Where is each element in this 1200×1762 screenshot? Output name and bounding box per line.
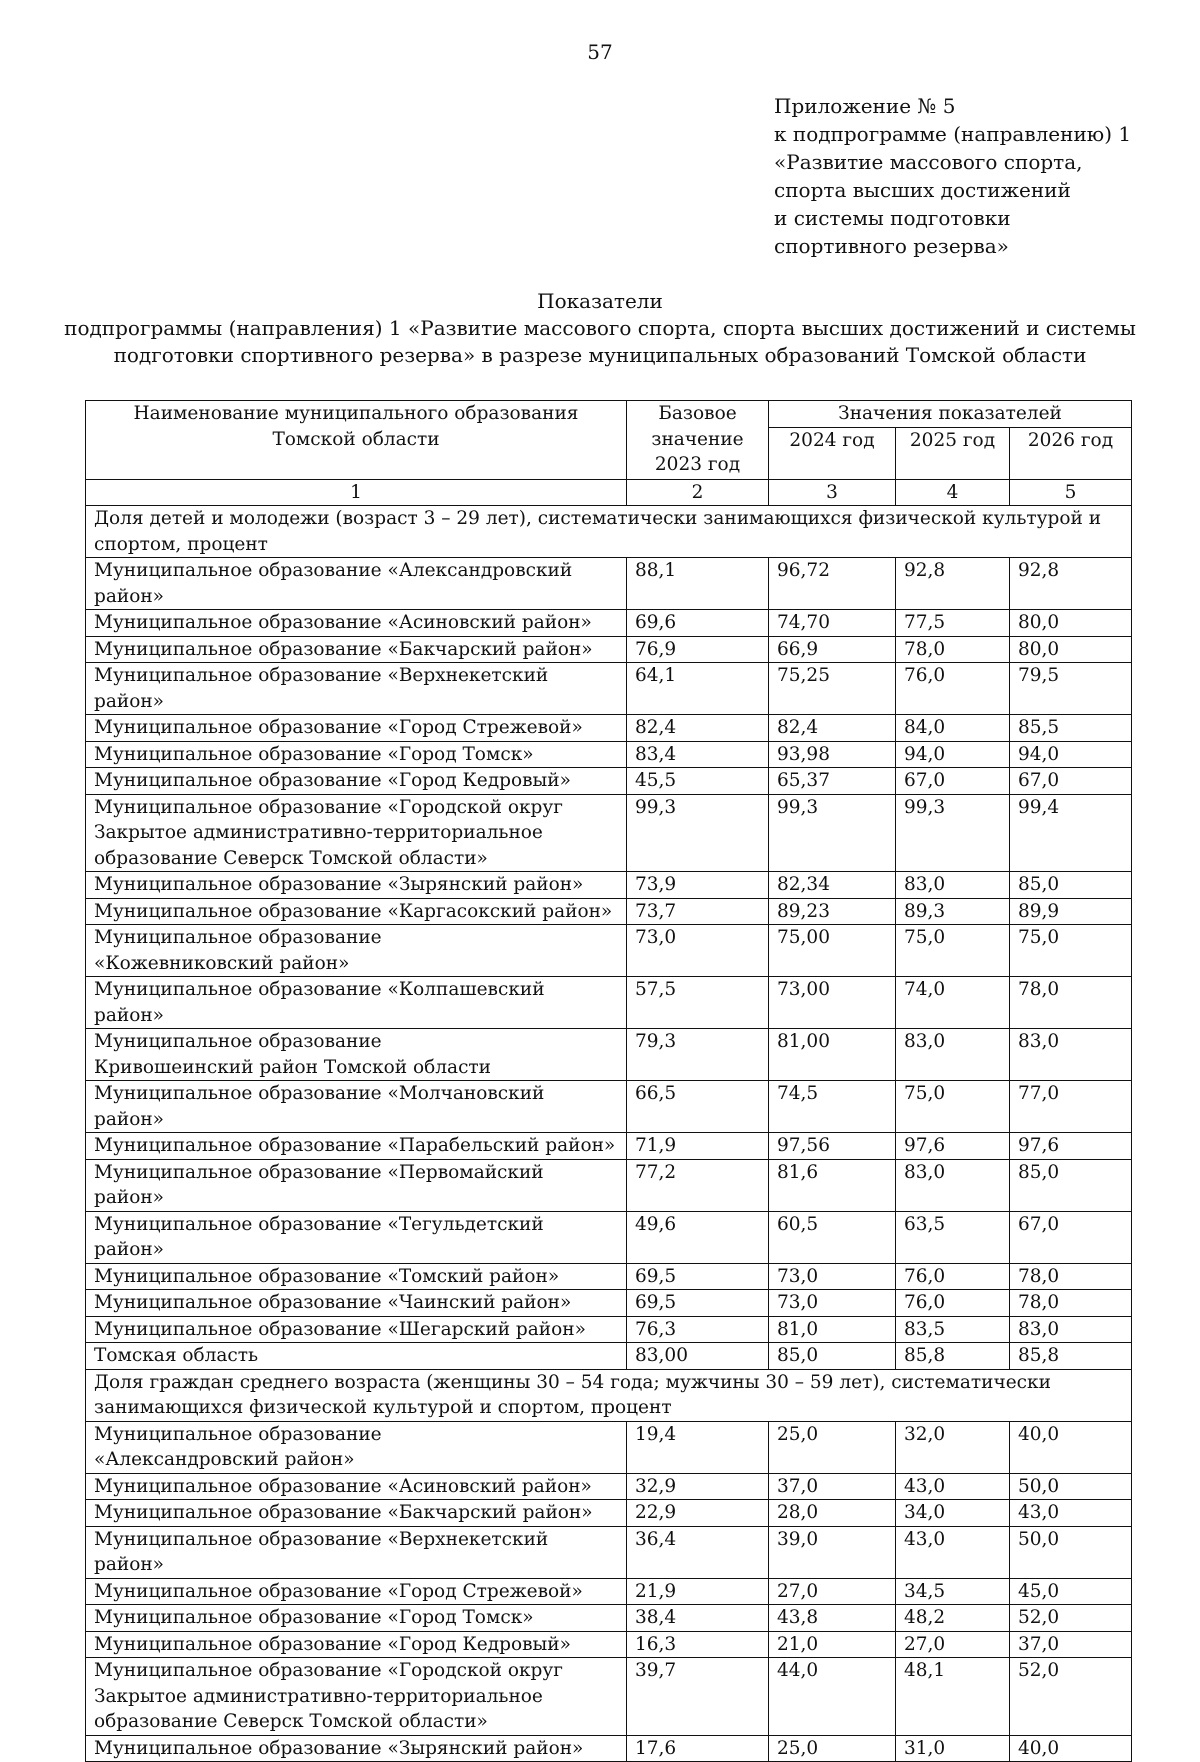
table-row (86, 1421, 1132, 1473)
municipality-name (86, 1473, 627, 1500)
value-2024: 28,0 (769, 1500, 896, 1527)
value-2025: 32,0 (896, 1421, 1010, 1473)
value-base-2023: 73,0 (627, 925, 769, 977)
section-title (86, 506, 1132, 558)
header-indicator-values: Значения показателей (769, 401, 1132, 428)
table-row (86, 794, 1132, 872)
value-2025: 48,1 (896, 1658, 1010, 1736)
value-2024: 97,56 (769, 1133, 896, 1160)
municipality-name-line: район» (94, 585, 164, 607)
value-2025: 83,0 (896, 872, 1010, 899)
municipality-name (86, 1735, 627, 1762)
value-2025: 78,0 (896, 636, 1010, 663)
value-2024: 27,0 (769, 1578, 896, 1605)
column-number: 2 (627, 479, 769, 506)
municipality-name-line: Муниципальное образование «Город Стрежевой» (94, 717, 583, 738)
table-row (86, 1605, 1132, 1632)
value-base-2023: 71,9 (627, 1133, 769, 1160)
appendix-line: Приложение № 5 (774, 94, 956, 118)
municipality-name-line: Муниципальное образование «Первомайский район» (94, 1161, 544, 1208)
value-2025: 76,0 (896, 1290, 1010, 1317)
municipality-name-line: Муниципальное образование «Городской округ (94, 1660, 563, 1681)
municipality-name-line: Муниципальное образование «Александровский (94, 560, 573, 581)
appendix-line: «Развитие массового спорта, (774, 150, 1083, 174)
value-2024: 60,5 (769, 1211, 896, 1263)
table-row (86, 663, 1132, 715)
municipality-name-line: «Кожевниковский район» (94, 952, 350, 974)
value-2026: 89,9 (1010, 898, 1132, 925)
title-line: подпрограммы (направления) 1 «Развитие массового спорта, спорта высших достижений и системы (64, 316, 1136, 340)
municipality-name (86, 1290, 627, 1317)
value-base-2023: 66,5 (627, 1081, 769, 1133)
value-2025: 34,5 (896, 1578, 1010, 1605)
table-row (86, 925, 1132, 977)
value-base-2023: 39,7 (627, 1658, 769, 1736)
municipality-name-line: Муниципальное образование «Зырянский район» (94, 874, 584, 895)
value-2026: 97,6 (1010, 1133, 1132, 1160)
table-row (86, 1658, 1132, 1736)
value-2025: 67,0 (896, 768, 1010, 795)
value-2025: 97,6 (896, 1133, 1010, 1160)
municipality-name-line: Томская область (94, 1345, 259, 1366)
value-base-2023: 76,9 (627, 636, 769, 663)
table-row (86, 1029, 1132, 1081)
municipality-name (86, 768, 627, 795)
value-2025: 83,0 (896, 1159, 1010, 1211)
municipality-name (86, 1343, 627, 1370)
municipality-name-line: Муниципальное образование «Бакчарский район» (94, 638, 593, 660)
municipality-name-line: Муниципальное образование «Чаинский район» (94, 1292, 572, 1313)
value-2026: 94,0 (1010, 741, 1132, 768)
appendix-line: спорта высших достижений (774, 178, 1071, 202)
value-2024: 44,0 (769, 1658, 896, 1736)
value-2026: 83,0 (1010, 1316, 1132, 1343)
appendix-line: к подпрограмме (направлению) 1 (774, 122, 1132, 146)
value-2025: 83,0 (896, 1029, 1010, 1081)
page-number: 57 (587, 40, 613, 64)
value-2024: 74,5 (769, 1081, 896, 1133)
value-2026: 83,0 (1010, 1029, 1132, 1081)
value-base-2023: 16,3 (627, 1631, 769, 1658)
municipality-name-line: Муниципальное образование «Зырянский район» (94, 1737, 584, 1759)
value-2025: 94,0 (896, 741, 1010, 768)
municipality-name-line: Муниципальное образование (94, 927, 382, 948)
value-base-2023: 88,1 (627, 558, 769, 610)
column-number: 5 (1010, 479, 1132, 506)
value-2025: 77,5 (896, 610, 1010, 637)
municipality-name-line: образование Северск Томской области» (94, 1711, 488, 1732)
value-base-2023: 49,6 (627, 1211, 769, 1263)
value-base-2023: 73,7 (627, 898, 769, 925)
municipality-name (86, 715, 627, 742)
section-title (86, 1369, 1132, 1421)
municipality-name-line: образование Северск Томской области» (94, 847, 488, 869)
header-base-value: Базовое значение 2023 год (627, 401, 769, 480)
municipality-name-line: Муниципальное образование «Город Томск» (94, 743, 534, 765)
value-2024: 75,25 (769, 663, 896, 715)
value-2025: 92,8 (896, 558, 1010, 610)
table-row (86, 1133, 1132, 1160)
value-2026: 45,0 (1010, 1578, 1132, 1605)
value-base-2023: 83,00 (627, 1343, 769, 1370)
table-row (86, 768, 1132, 795)
value-2026: 78,0 (1010, 1290, 1132, 1317)
value-base-2023: 76,3 (627, 1316, 769, 1343)
municipality-name (86, 610, 627, 637)
value-2026: 85,0 (1010, 1159, 1132, 1211)
table-row (86, 610, 1132, 637)
value-2026: 40,0 (1010, 1421, 1132, 1473)
appendix-reference (774, 92, 1131, 260)
value-2024: 96,72 (769, 558, 896, 610)
table-header-row (86, 401, 1132, 428)
value-2026: 99,4 (1010, 794, 1132, 872)
section-title-line: занимающихся физической культурой и спортом, процент (94, 1397, 672, 1418)
table-row (86, 1316, 1132, 1343)
municipality-name (86, 1605, 627, 1632)
municipality-name-line: Муниципальное образование «Томский район» (94, 1265, 560, 1287)
table-row (86, 636, 1132, 663)
municipality-name (86, 1081, 627, 1133)
value-base-2023: 32,9 (627, 1473, 769, 1500)
value-base-2023: 69,6 (627, 610, 769, 637)
value-base-2023: 82,4 (627, 715, 769, 742)
municipality-name (86, 1578, 627, 1605)
value-2024: 73,0 (769, 1263, 896, 1290)
value-2026: 80,0 (1010, 610, 1132, 637)
value-base-2023: 38,4 (627, 1605, 769, 1632)
value-2024: 75,00 (769, 925, 896, 977)
value-2026: 52,0 (1010, 1658, 1132, 1736)
municipality-name (86, 898, 627, 925)
value-2024: 37,0 (769, 1473, 896, 1500)
value-2025: 83,5 (896, 1316, 1010, 1343)
value-2025: 63,5 (896, 1211, 1010, 1263)
table-row (86, 1263, 1132, 1290)
value-2025: 75,0 (896, 925, 1010, 977)
value-2024: 66,9 (769, 636, 896, 663)
value-2025: 31,0 (896, 1735, 1010, 1762)
table-row (86, 1578, 1132, 1605)
column-number: 1 (86, 479, 627, 506)
value-2026: 50,0 (1010, 1526, 1132, 1578)
municipality-name-line: Муниципальное образование «Город Кедровый» (94, 770, 571, 791)
municipality-name (86, 1631, 627, 1658)
municipality-name-line: Муниципальное образование «Колпашевский район» (94, 979, 545, 1026)
value-2024: 81,0 (769, 1316, 896, 1343)
header-year-2024: 2024 год (769, 427, 896, 479)
municipality-name-line: Муниципальное образование (94, 1031, 382, 1052)
table-row (86, 1473, 1132, 1500)
municipality-name (86, 1658, 627, 1736)
municipality-name (86, 1159, 627, 1211)
value-2025: 43,0 (896, 1526, 1010, 1578)
municipality-name (86, 663, 627, 715)
municipality-name (86, 1316, 627, 1343)
table-row (86, 1159, 1132, 1211)
title-line: Показатели (537, 289, 663, 313)
municipality-name (86, 977, 627, 1029)
municipality-name (86, 636, 627, 663)
value-2024: 82,4 (769, 715, 896, 742)
header-year-2026: 2026 год (1010, 427, 1132, 479)
value-2026: 79,5 (1010, 663, 1132, 715)
municipality-name-line: «Александровский район» (94, 1449, 355, 1470)
municipality-name (86, 872, 627, 899)
section-title-row (86, 1369, 1132, 1421)
value-2024: 73,0 (769, 1290, 896, 1317)
municipality-name (86, 1526, 627, 1578)
value-2026: 85,5 (1010, 715, 1132, 742)
value-base-2023: 69,5 (627, 1263, 769, 1290)
value-2024: 65,37 (769, 768, 896, 795)
value-2026: 75,0 (1010, 925, 1132, 977)
value-2026: 92,8 (1010, 558, 1132, 610)
value-2025: 76,0 (896, 663, 1010, 715)
column-numbers-row (86, 479, 1132, 506)
value-2024: 74,70 (769, 610, 896, 637)
municipality-name-line: Муниципальное образование «Город Кедровый» (94, 1633, 571, 1655)
table-row (86, 872, 1132, 899)
value-base-2023: 77,2 (627, 1159, 769, 1211)
section-title-line: Доля детей и молодежи (возраст 3 – 29 лет), систематически занимающихся физической культурой и (94, 508, 1102, 529)
value-2026: 85,8 (1010, 1343, 1132, 1370)
table-row (86, 1081, 1132, 1133)
header-municipality: Наименование муниципального образования Томской области (86, 401, 627, 480)
value-base-2023: 99,3 (627, 794, 769, 872)
section-title-line: спортом, процент (94, 533, 268, 555)
municipality-name (86, 1500, 627, 1527)
value-2026: 50,0 (1010, 1473, 1132, 1500)
table-row (86, 1500, 1132, 1527)
indicators-table (85, 400, 1132, 1762)
value-2024: 85,0 (769, 1343, 896, 1370)
title-line: подготовки спортивного резерва» в разрезе муниципальных образований Томской области (113, 343, 1087, 367)
value-2025: 99,3 (896, 794, 1010, 872)
municipality-name (86, 558, 627, 610)
value-2025: 48,2 (896, 1605, 1010, 1632)
municipality-name-line: Муниципальное образование (94, 1423, 382, 1445)
appendix-line: и системы подготовки (774, 206, 1011, 230)
municipality-name (86, 1133, 627, 1160)
value-2026: 40,0 (1010, 1735, 1132, 1762)
value-base-2023: 36,4 (627, 1526, 769, 1578)
value-base-2023: 19,4 (627, 1421, 769, 1473)
value-2026: 77,0 (1010, 1081, 1132, 1133)
column-number: 3 (769, 479, 896, 506)
value-2024: 93,98 (769, 741, 896, 768)
municipality-name-line: Муниципальное образование «Город Томск» (94, 1607, 534, 1628)
value-2025: 27,0 (896, 1631, 1010, 1658)
municipality-name-line: Кривошеинский район Томской области (94, 1056, 491, 1078)
table-row (86, 1526, 1132, 1578)
value-2026: 43,0 (1010, 1500, 1132, 1527)
value-2024: 73,00 (769, 977, 896, 1029)
value-2024: 21,0 (769, 1631, 896, 1658)
value-2026: 37,0 (1010, 1631, 1132, 1658)
section-title-line: Доля граждан среднего возраста (женщины 30 – 54 года; мужчины 30 – 59 лет), систематически (94, 1371, 1051, 1393)
value-base-2023: 22,9 (627, 1500, 769, 1527)
value-2024: 81,00 (769, 1029, 896, 1081)
value-2024: 25,0 (769, 1735, 896, 1762)
value-2024: 99,3 (769, 794, 896, 872)
value-2026: 78,0 (1010, 977, 1132, 1029)
value-base-2023: 17,6 (627, 1735, 769, 1762)
table-row (86, 1343, 1132, 1370)
municipality-name-line: Муниципальное образование «Парабельский район» (94, 1135, 616, 1156)
municipality-name (86, 1029, 627, 1081)
table-row (86, 898, 1132, 925)
table-row (86, 558, 1132, 610)
value-base-2023: 45,5 (627, 768, 769, 795)
municipality-name (86, 741, 627, 768)
municipality-name-line: Муниципальное образование «Шегарский район» (94, 1318, 586, 1340)
value-2025: 34,0 (896, 1500, 1010, 1527)
municipality-name-line: Закрытое административно-территориальное (94, 822, 543, 843)
value-2024: 82,34 (769, 872, 896, 899)
document-title (60, 288, 1140, 369)
value-2025: 75,0 (896, 1081, 1010, 1133)
appendix-line: спортивного резерва» (774, 234, 1009, 258)
value-2025: 85,8 (896, 1343, 1010, 1370)
municipality-name-line: Муниципальное образование «Асиновский район» (94, 612, 592, 633)
value-2024: 39,0 (769, 1526, 896, 1578)
value-2026: 67,0 (1010, 1211, 1132, 1263)
value-2026: 78,0 (1010, 1263, 1132, 1290)
value-base-2023: 21,9 (627, 1578, 769, 1605)
value-2026: 80,0 (1010, 636, 1132, 663)
value-base-2023: 69,5 (627, 1290, 769, 1317)
value-2024: 89,23 (769, 898, 896, 925)
table-row (86, 741, 1132, 768)
column-number: 4 (896, 479, 1010, 506)
municipality-name-line: Муниципальное образование «Верхнекетский район» (94, 1528, 549, 1575)
value-base-2023: 57,5 (627, 977, 769, 1029)
value-base-2023: 79,3 (627, 1029, 769, 1081)
table-row (86, 1290, 1132, 1317)
value-base-2023: 73,9 (627, 872, 769, 899)
table-row (86, 1631, 1132, 1658)
municipality-name (86, 794, 627, 872)
municipality-name-line: Закрытое административно-территориальное (94, 1685, 543, 1707)
value-2025: 89,3 (896, 898, 1010, 925)
value-2025: 84,0 (896, 715, 1010, 742)
value-2026: 52,0 (1010, 1605, 1132, 1632)
value-2025: 43,0 (896, 1473, 1010, 1500)
value-2025: 76,0 (896, 1263, 1010, 1290)
municipality-name-line: Муниципальное образование «Бакчарский район» (94, 1502, 593, 1523)
municipality-name-line: Муниципальное образование «Верхнекетский район» (94, 665, 549, 712)
section-title-row (86, 506, 1132, 558)
value-2026: 85,0 (1010, 872, 1132, 899)
value-base-2023: 64,1 (627, 663, 769, 715)
value-2024: 81,6 (769, 1159, 896, 1211)
municipality-name-line: Муниципальное образование «Молчановский район» (94, 1083, 545, 1130)
table-row (86, 1211, 1132, 1263)
municipality-name (86, 1211, 627, 1263)
value-2025: 74,0 (896, 977, 1010, 1029)
municipality-name-line: Муниципальное образование «Городской округ (94, 796, 563, 818)
municipality-name (86, 925, 627, 977)
table-row (86, 1735, 1132, 1762)
municipality-name-line: Муниципальное образование «Город Стрежевой» (94, 1580, 583, 1602)
value-2026: 67,0 (1010, 768, 1132, 795)
municipality-name (86, 1421, 627, 1473)
value-base-2023: 83,4 (627, 741, 769, 768)
municipality-name-line: Муниципальное образование «Тегульдетский район» (94, 1213, 544, 1260)
municipality-name-line: Муниципальное образование «Асиновский район» (94, 1475, 592, 1497)
value-2024: 25,0 (769, 1421, 896, 1473)
value-2024: 43,8 (769, 1605, 896, 1632)
municipality-name-line: Муниципальное образование «Каргасокский район» (94, 900, 613, 922)
table-row (86, 977, 1132, 1029)
header-year-2025: 2025 год (896, 427, 1010, 479)
table-row (86, 715, 1132, 742)
municipality-name (86, 1263, 627, 1290)
